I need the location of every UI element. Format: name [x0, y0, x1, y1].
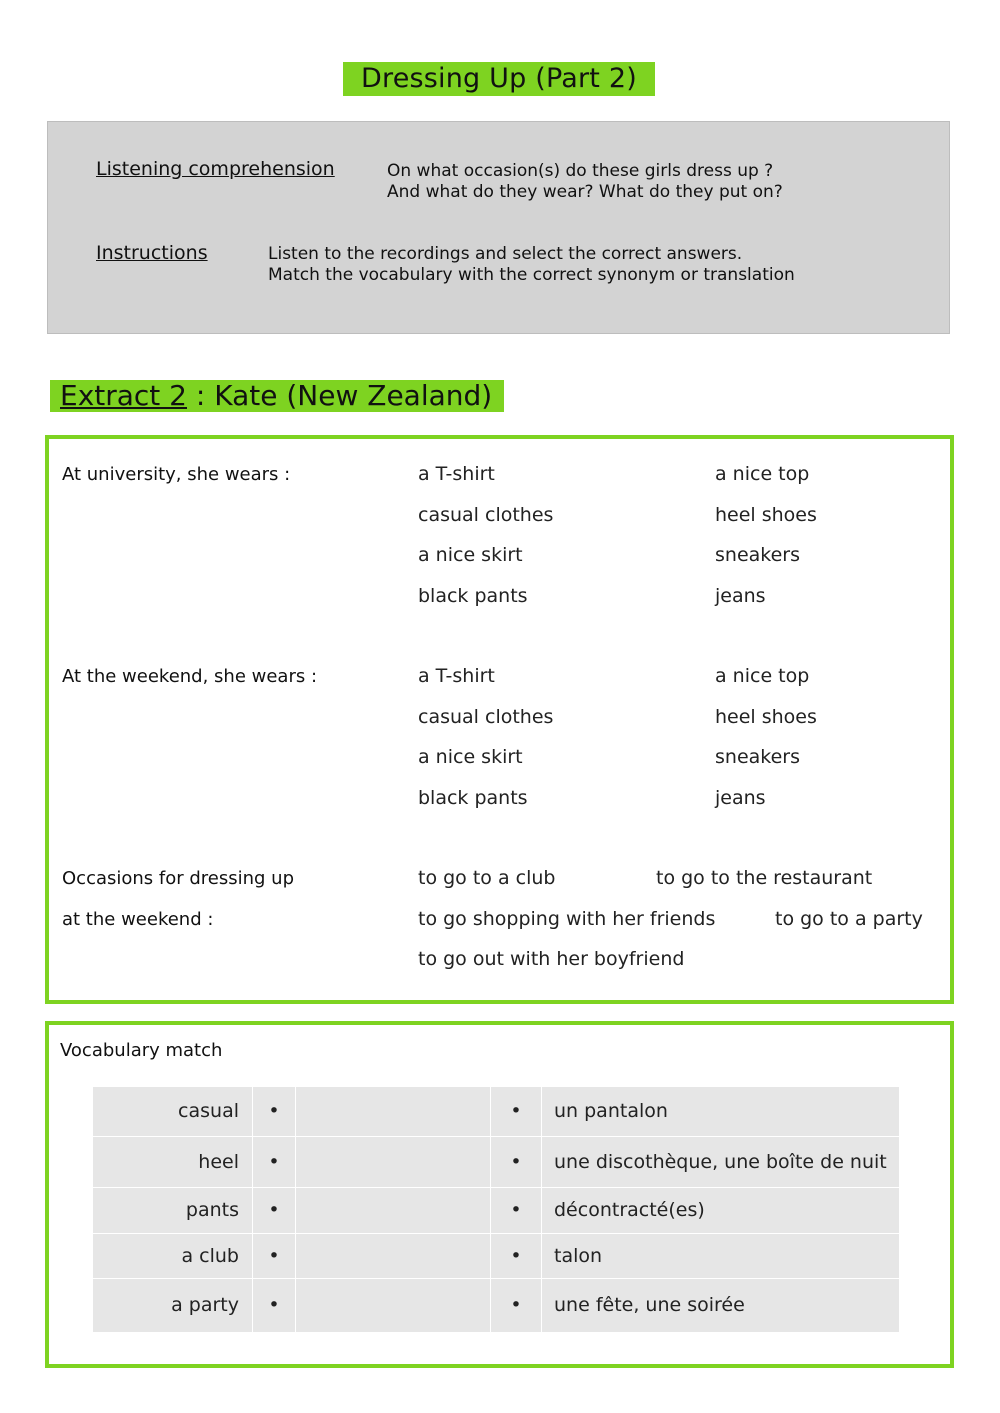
vocab-row: [93, 1087, 900, 1136]
vocab-translation: talon: [542, 1233, 900, 1278]
vocab-match-area[interactable]: [296, 1087, 491, 1136]
vocab-right-dot[interactable]: •: [491, 1136, 542, 1187]
weekend-option[interactable]: black pants: [418, 787, 528, 809]
vocab-translation: une discothèque, une boîte de nuit: [542, 1136, 900, 1187]
vocab-left-dot[interactable]: •: [253, 1278, 296, 1332]
vocab-word: a party: [93, 1278, 253, 1332]
vocab-translation: une fête, une soirée: [542, 1278, 900, 1332]
university-option[interactable]: a nice skirt: [418, 544, 523, 566]
university-option[interactable]: sneakers: [715, 544, 800, 566]
section-title-extract: Extract 2: [60, 379, 187, 412]
instructions-line-2: Match the vocabulary with the correct synonym or translation: [268, 265, 795, 285]
page-title: Dressing Up (Part 2): [343, 62, 655, 96]
university-option[interactable]: a T-shirt: [418, 463, 495, 485]
vocab-match-area[interactable]: [296, 1136, 491, 1187]
vocab-row: [93, 1233, 900, 1278]
weekend-option[interactable]: a T-shirt: [418, 665, 495, 687]
vocab-match-area[interactable]: [296, 1233, 491, 1278]
section-title-rest: : Kate (New Zealand): [187, 379, 493, 412]
vocab-translation: décontracté(es): [542, 1187, 900, 1233]
occasion-option[interactable]: to go shopping with her friends: [418, 908, 716, 930]
vocab-left-dot[interactable]: •: [253, 1136, 296, 1187]
vocab-translation: un pantalon: [542, 1087, 900, 1136]
vocab-row: [93, 1136, 900, 1187]
instructions-box: [47, 121, 950, 334]
instructions-line-1: Listen to the recordings and select the correct answers.: [268, 244, 743, 264]
listening-comprehension-label: Listening comprehension: [96, 158, 335, 180]
weekend-option[interactable]: sneakers: [715, 746, 800, 768]
vocab-right-dot[interactable]: •: [491, 1233, 542, 1278]
occasions-question-label-2: at the weekend :: [62, 909, 214, 930]
vocab-right-dot[interactable]: •: [491, 1087, 542, 1136]
university-question-label: At university, she wears :: [62, 464, 291, 485]
occasion-option[interactable]: to go to a party: [775, 908, 923, 930]
vocabulary-match-table: [92, 1087, 900, 1332]
occasions-question-label-1: Occasions for dressing up: [62, 868, 295, 889]
vocab-left-dot[interactable]: •: [253, 1087, 296, 1136]
weekend-question-label: At the weekend, she wears :: [62, 666, 318, 687]
weekend-option[interactable]: heel shoes: [715, 706, 817, 728]
weekend-option[interactable]: a nice top: [715, 665, 810, 687]
university-option[interactable]: heel shoes: [715, 504, 817, 526]
university-option[interactable]: black pants: [418, 585, 528, 607]
vocabulary-title: Vocabulary match: [60, 1040, 223, 1061]
vocab-row: [93, 1278, 900, 1332]
vocab-word: pants: [93, 1187, 253, 1233]
weekend-option[interactable]: a nice skirt: [418, 746, 523, 768]
vocab-word: casual: [93, 1087, 253, 1136]
vocab-match-area[interactable]: [296, 1187, 491, 1233]
listening-question-line-2: And what do they wear? What do they put on?: [387, 182, 783, 202]
university-option[interactable]: a nice top: [715, 463, 810, 485]
instructions-label: Instructions: [96, 242, 208, 264]
vocab-word: a club: [93, 1233, 253, 1278]
vocab-word: heel: [93, 1136, 253, 1187]
occasion-option[interactable]: to go out with her boyfriend: [418, 948, 685, 970]
vocab-right-dot[interactable]: •: [491, 1187, 542, 1233]
university-option[interactable]: casual clothes: [418, 504, 554, 526]
vocab-right-dot[interactable]: •: [491, 1278, 542, 1332]
occasion-option[interactable]: to go to a club: [418, 867, 556, 889]
section-title: [50, 380, 504, 412]
university-option[interactable]: jeans: [715, 585, 766, 607]
occasion-option[interactable]: to go to the restaurant: [656, 867, 873, 889]
vocab-left-dot[interactable]: •: [253, 1187, 296, 1233]
vocab-left-dot[interactable]: •: [253, 1233, 296, 1278]
weekend-option[interactable]: jeans: [715, 787, 766, 809]
weekend-option[interactable]: casual clothes: [418, 706, 554, 728]
vocab-row: [93, 1187, 900, 1233]
vocab-match-area[interactable]: [296, 1278, 491, 1332]
listening-question-line-1: On what occasion(s) do these girls dress up ?: [387, 161, 774, 181]
